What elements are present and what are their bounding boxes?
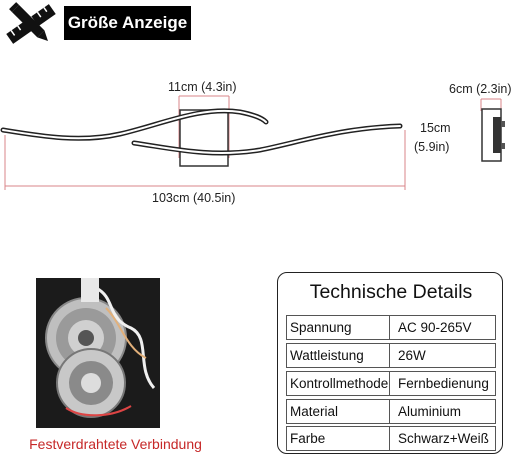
specs-table xyxy=(277,272,503,454)
table-row xyxy=(286,315,496,340)
spec-label: Wattleistung xyxy=(286,343,390,368)
spec-value: Aluminium xyxy=(390,399,496,424)
ruler-pencil-icon xyxy=(2,2,60,46)
spec-value: Fernbedienung xyxy=(390,371,496,396)
height-in-label: (5.9in) xyxy=(414,140,450,154)
table-row xyxy=(286,343,496,368)
spec-value: AC 90-265V xyxy=(390,315,496,340)
spec-label: Kontrollmethode xyxy=(286,371,390,396)
spec-label: Spannung xyxy=(286,315,390,340)
total-length-label: 103cm (40.5in) xyxy=(152,191,236,205)
height-cm-label: 15cm xyxy=(420,121,451,135)
spec-label: Farbe xyxy=(286,426,390,451)
spec-label: Material xyxy=(286,399,390,424)
specs-title: Technische Details xyxy=(309,281,473,303)
table-row xyxy=(286,399,496,424)
table-row xyxy=(286,426,496,451)
lamp-side-diagram xyxy=(465,95,522,170)
spec-value: Schwarz+Weiß xyxy=(390,426,496,451)
mount-wiring-photo xyxy=(36,278,160,428)
mount-width-label: 11cm (4.3in) xyxy=(168,80,237,94)
size-display-badge: Größe Anzeige xyxy=(64,6,191,40)
depth-label: 6cm (2.3in) xyxy=(449,82,512,96)
table-row xyxy=(286,371,496,396)
photo-caption: Festverdrahtete Verbindung xyxy=(29,436,202,452)
spec-value: 26W xyxy=(390,343,496,368)
